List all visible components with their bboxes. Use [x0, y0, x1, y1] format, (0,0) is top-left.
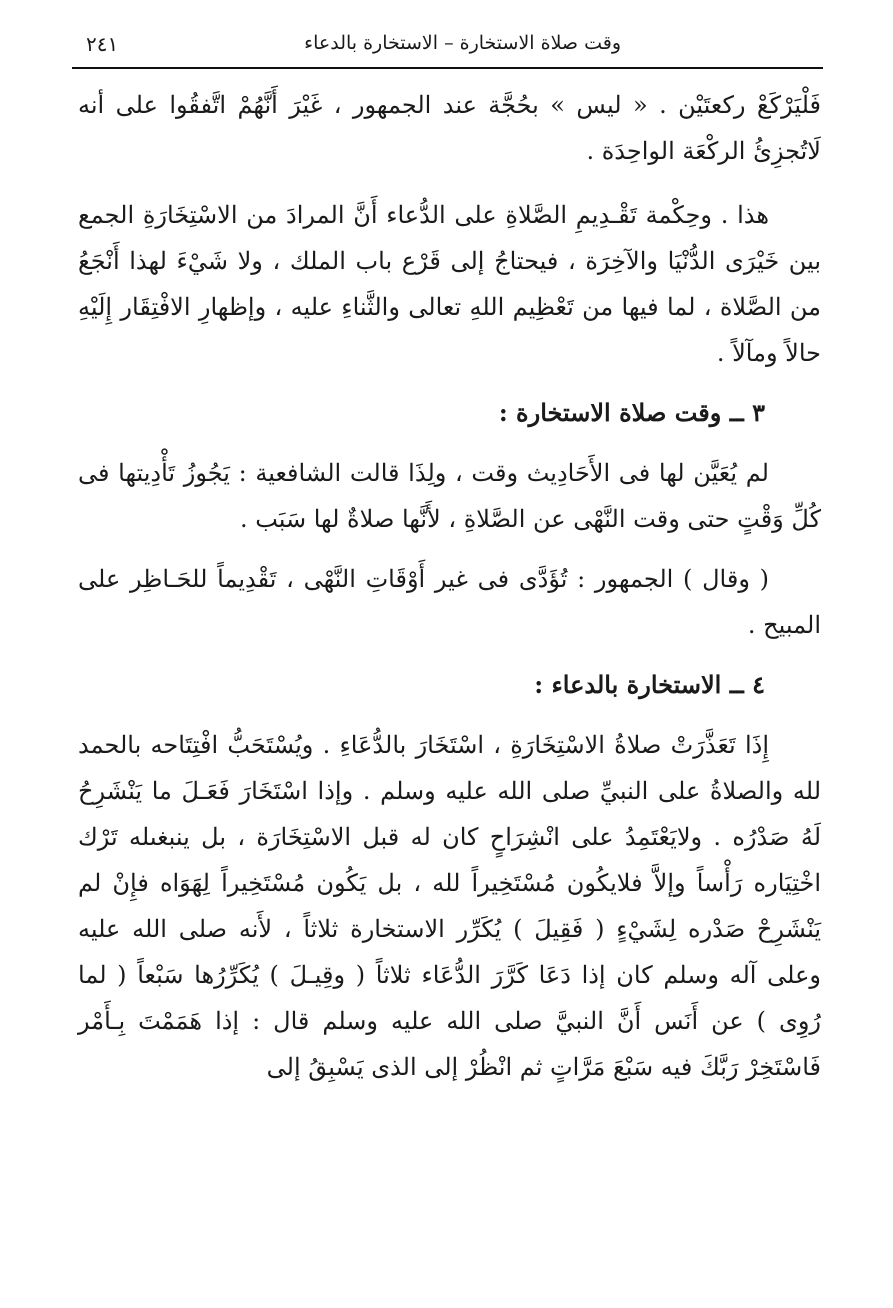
- page-body: [78, 82, 821, 1090]
- running-title: وقت صلاة الاستخارة – الاستخارة بالدعاء: [304, 32, 621, 54]
- section-heading-4: ٤ ــ الاستخارة بالدعاء :: [534, 670, 765, 699]
- section-heading-3: ٣ ــ وقت صلاة الاستخارة :: [498, 398, 765, 427]
- page-header: [80, 26, 821, 66]
- page-number: ٢٤١: [86, 32, 119, 56]
- header-rule: [72, 67, 823, 69]
- paragraph-wisdom: هذا . وحِكْمة تَقْـدِيمِ الصَّلاةِ على الدُّعاء أَنَّ المرادَ من الاسْتِخَارَةِ الجمع بين خَيْرَى الدُّنْيَا والآخِرَة ، فيحتاجُ إلى قَرْع باب الملك ، ولا شَيْءَ لهذا أَنْجَعُ من الصَّلاة ، لما فيها من تَعْظِيم اللهِ تعالى والثَّناءِ عليه ، وإظهارِ الافْتِقَار إِلَيْهِ حالاً ومآلاً .: [78, 201, 822, 367]
- paragraph-supplication: إِذَا تَعَذَّرَتْ صلاةُ الاسْتِخَارَةِ ، اسْتَخَارَ بالدُّعَاءِ . ويُسْتَحَبُّ افْتِتَاحه بالحمد لله والصلاةُ على النبيِّ صلى الله عليه وسلم . وإذا اسْتَخَارَ فَعَـلَ ما يَنْشَرِحُ لَهُ صَدْرُه . ولايَعْتَمِدُ على انْشِرَاحٍ كان له قبل الاسْتِخَارَة ، بل ينبغىله تَرْك اخْتِيَاره رَأْساً وإلاَّ فلايكُون مُسْتَخِيراً لله ، بل يَكُون مُسْتَخِيراً لِهَوَاه فإِنْ لم يَنْشَرِحْ صَدْره لِشَيْءٍ ( فَقِيلَ ) يُكَرِّر الاستخارة ثلاثاً ، لأَنه صلى الله عليه وعلى آله وسلم كان إذا دَعَا كَرَّرَ الدُّعَاء ثلاثاً ( وقِيـلَ ) يُكَرِّرُها سَبْعاً ( لما رُوِى ) عن أَنَس أَنَّ النبيَّ صلى الله عليه وسلم قال : إذا هَمَمْتَ بِـأَمْر فَاسْتَخِرْ رَبَّكَ فيه سَبْعَ مَرَّاتٍ ثم انْظُرْ إلى الذى يَسْبِقُ إلى: [78, 731, 822, 1081]
- paragraph-continuation: فَلْيَرْكَعْ ركعتَيْن . « ليس » بحُجَّة عند الجمهور ، غَيْرَ أَنَّهُمْ اتَّفقُوا على أنه لَاتُجزِئُ الركْعَة الواحِدَة .: [78, 91, 821, 165]
- paragraph-majority: ( وقال ) الجمهور : تُؤَدَّى فى غير أَوْقَاتِ النَّهْى ، تَقْدِيماً للحَـاظِر على المبيح .: [78, 565, 821, 639]
- paragraph-timing: لم يُعَيَّن لها فى الأَحَادِيث وقت ، ولِذَا قالت الشافعية : يَجُوزُ تَأْدِيتها فى كُلِّ وَقْتٍ حتى وقت النَّهْى عن الصَّلاةِ ، لأَنَّها صلاةٌ لها سَبَب .: [78, 459, 821, 533]
